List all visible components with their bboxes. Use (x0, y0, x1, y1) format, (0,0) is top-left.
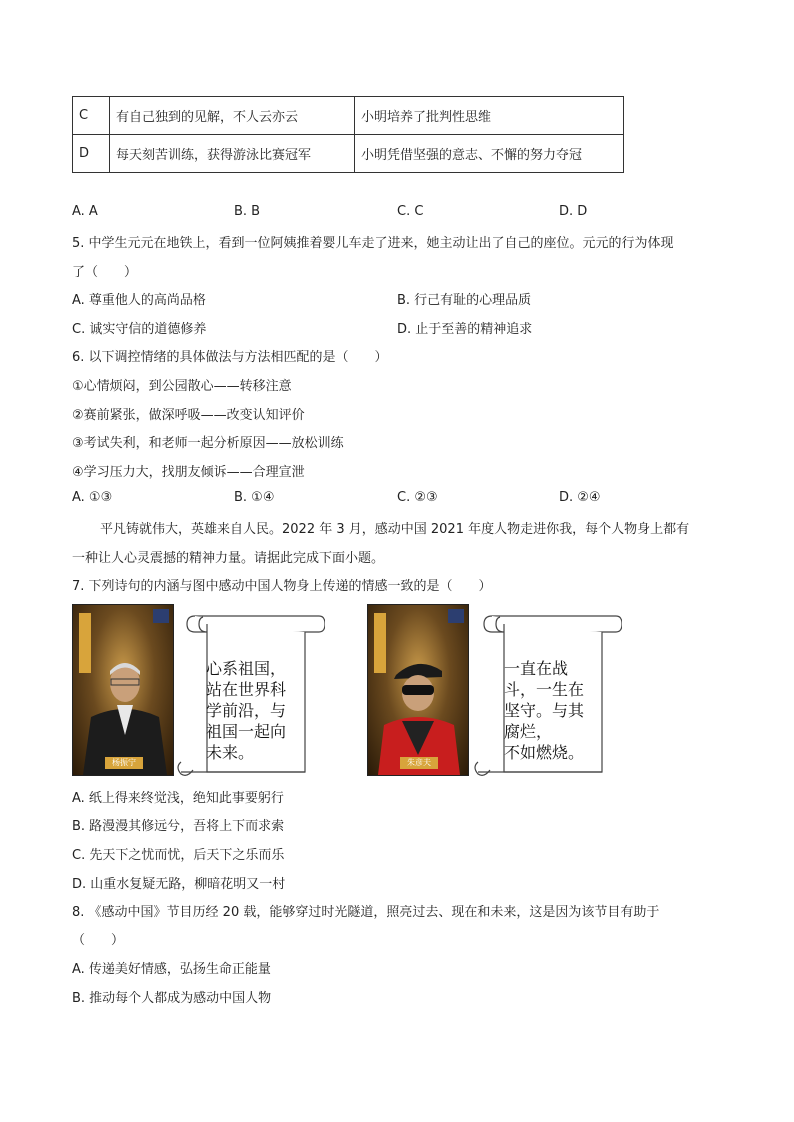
q4-option-d[interactable]: D. D (559, 204, 588, 219)
table-row (73, 135, 624, 173)
q6-option-a[interactable]: A. ①③ (72, 490, 113, 505)
table-cell: C (73, 97, 110, 135)
table-row (73, 97, 624, 135)
q5-option-a[interactable]: A. 尊重他人的高尚品格 (72, 293, 206, 308)
table-cell: 小明培养了批判性思维 (355, 97, 624, 135)
table-cell: D (73, 135, 110, 173)
q7-option-b[interactable]: B. 路漫漫其修远兮，吾将上下而求索 (72, 819, 285, 834)
q6-item: ②赛前紧张，做深呼吸——改变认知评价 (72, 408, 305, 423)
q5-stem: 5. 中学生元元在地铁上，看到一位阿姨推着婴儿车走了进来，她主动让出了自己的座位。元元的行为体现 (72, 236, 674, 251)
q7-option-c[interactable]: C. 先天下之忧而忧，后天下之乐而乐 (72, 848, 285, 863)
q6-option-d[interactable]: D. ②④ (559, 490, 601, 505)
q8-option-a[interactable]: A. 传递美好情感，弘扬生命正能量 (72, 962, 271, 977)
table-cell: 有自己独到的见解，不人云亦云 (110, 97, 355, 135)
photo-caption: 杨振宁 (105, 757, 143, 769)
q6-option-b[interactable]: B. ①④ (234, 490, 275, 505)
q4-option-b[interactable]: B. B (234, 204, 261, 219)
q6-stem: 6. 以下调控情绪的具体做法与方法相匹配的是（ ） (72, 350, 388, 365)
passage-line: 一种让人心灵震撼的精神力量。请据此完成下面小题。 (72, 551, 385, 566)
table-cell: 每天刻苦训练，获得游泳比赛冠军 (110, 135, 355, 173)
q6-item: ①心情烦闷，到公园散心——转移注意 (72, 379, 292, 394)
q5-option-d[interactable]: D. 止于至善的精神追求 (397, 322, 533, 337)
q6-item: ③考试失利，和老师一起分析原因——放松训练 (72, 436, 344, 451)
photo-caption: 朱彦夫 (400, 757, 438, 769)
q7-option-a[interactable]: A. 纸上得来终觉浅，绝知此事要躬行 (72, 791, 284, 806)
q6-item: ④学习压力大，找朋友倾诉——合理宣泄 (72, 465, 305, 480)
q4-option-a[interactable]: A. A (72, 204, 98, 219)
passage-line: 平凡铸就伟大，英雄来自人民。2022 年 3 月，感动中国 2021 年度人物走进你我，每个人物身上都有 (100, 522, 690, 537)
scroll-quote: 心系祖国， 站在世界科 学前沿，与 祖国一起向 未来。 (206, 659, 287, 762)
q5-option-c[interactable]: C. 诚实守信的道德修养 (72, 322, 207, 337)
q6-option-c[interactable]: C. ②③ (397, 490, 438, 505)
q5-option-b[interactable]: B. 行己有耻的心理品质 (397, 293, 532, 308)
q4-option-c[interactable]: C. C (397, 204, 424, 219)
q8-stem-cont: （ ） (72, 933, 125, 948)
scroll-quote: 一直在战 斗，一生在 坚守。与其 腐烂， 不如燃烧。 (504, 659, 585, 762)
answer-table (72, 96, 624, 173)
q8-stem: 8. 《感动中国》节目历经 20 载，能够穿过时光隧道，照亮过去、现在和未来，这是因为该节目有助于 (72, 905, 660, 920)
q5-stem-cont: 了（ ） (72, 265, 138, 280)
portrait-image (72, 604, 174, 776)
q8-option-b[interactable]: B. 推动每个人都成为感动中国人物 (72, 991, 272, 1006)
table-cell: 小明凭借坚强的意志、不懈的努力夺冠 (355, 135, 624, 173)
q7-option-d[interactable]: D. 山重水复疑无路，柳暗花明又一村 (72, 877, 286, 892)
portrait-image (367, 604, 469, 776)
q7-stem: 7. 下列诗句的内涵与图中感动中国人物身上传递的情感一致的是（ ） (72, 579, 492, 594)
